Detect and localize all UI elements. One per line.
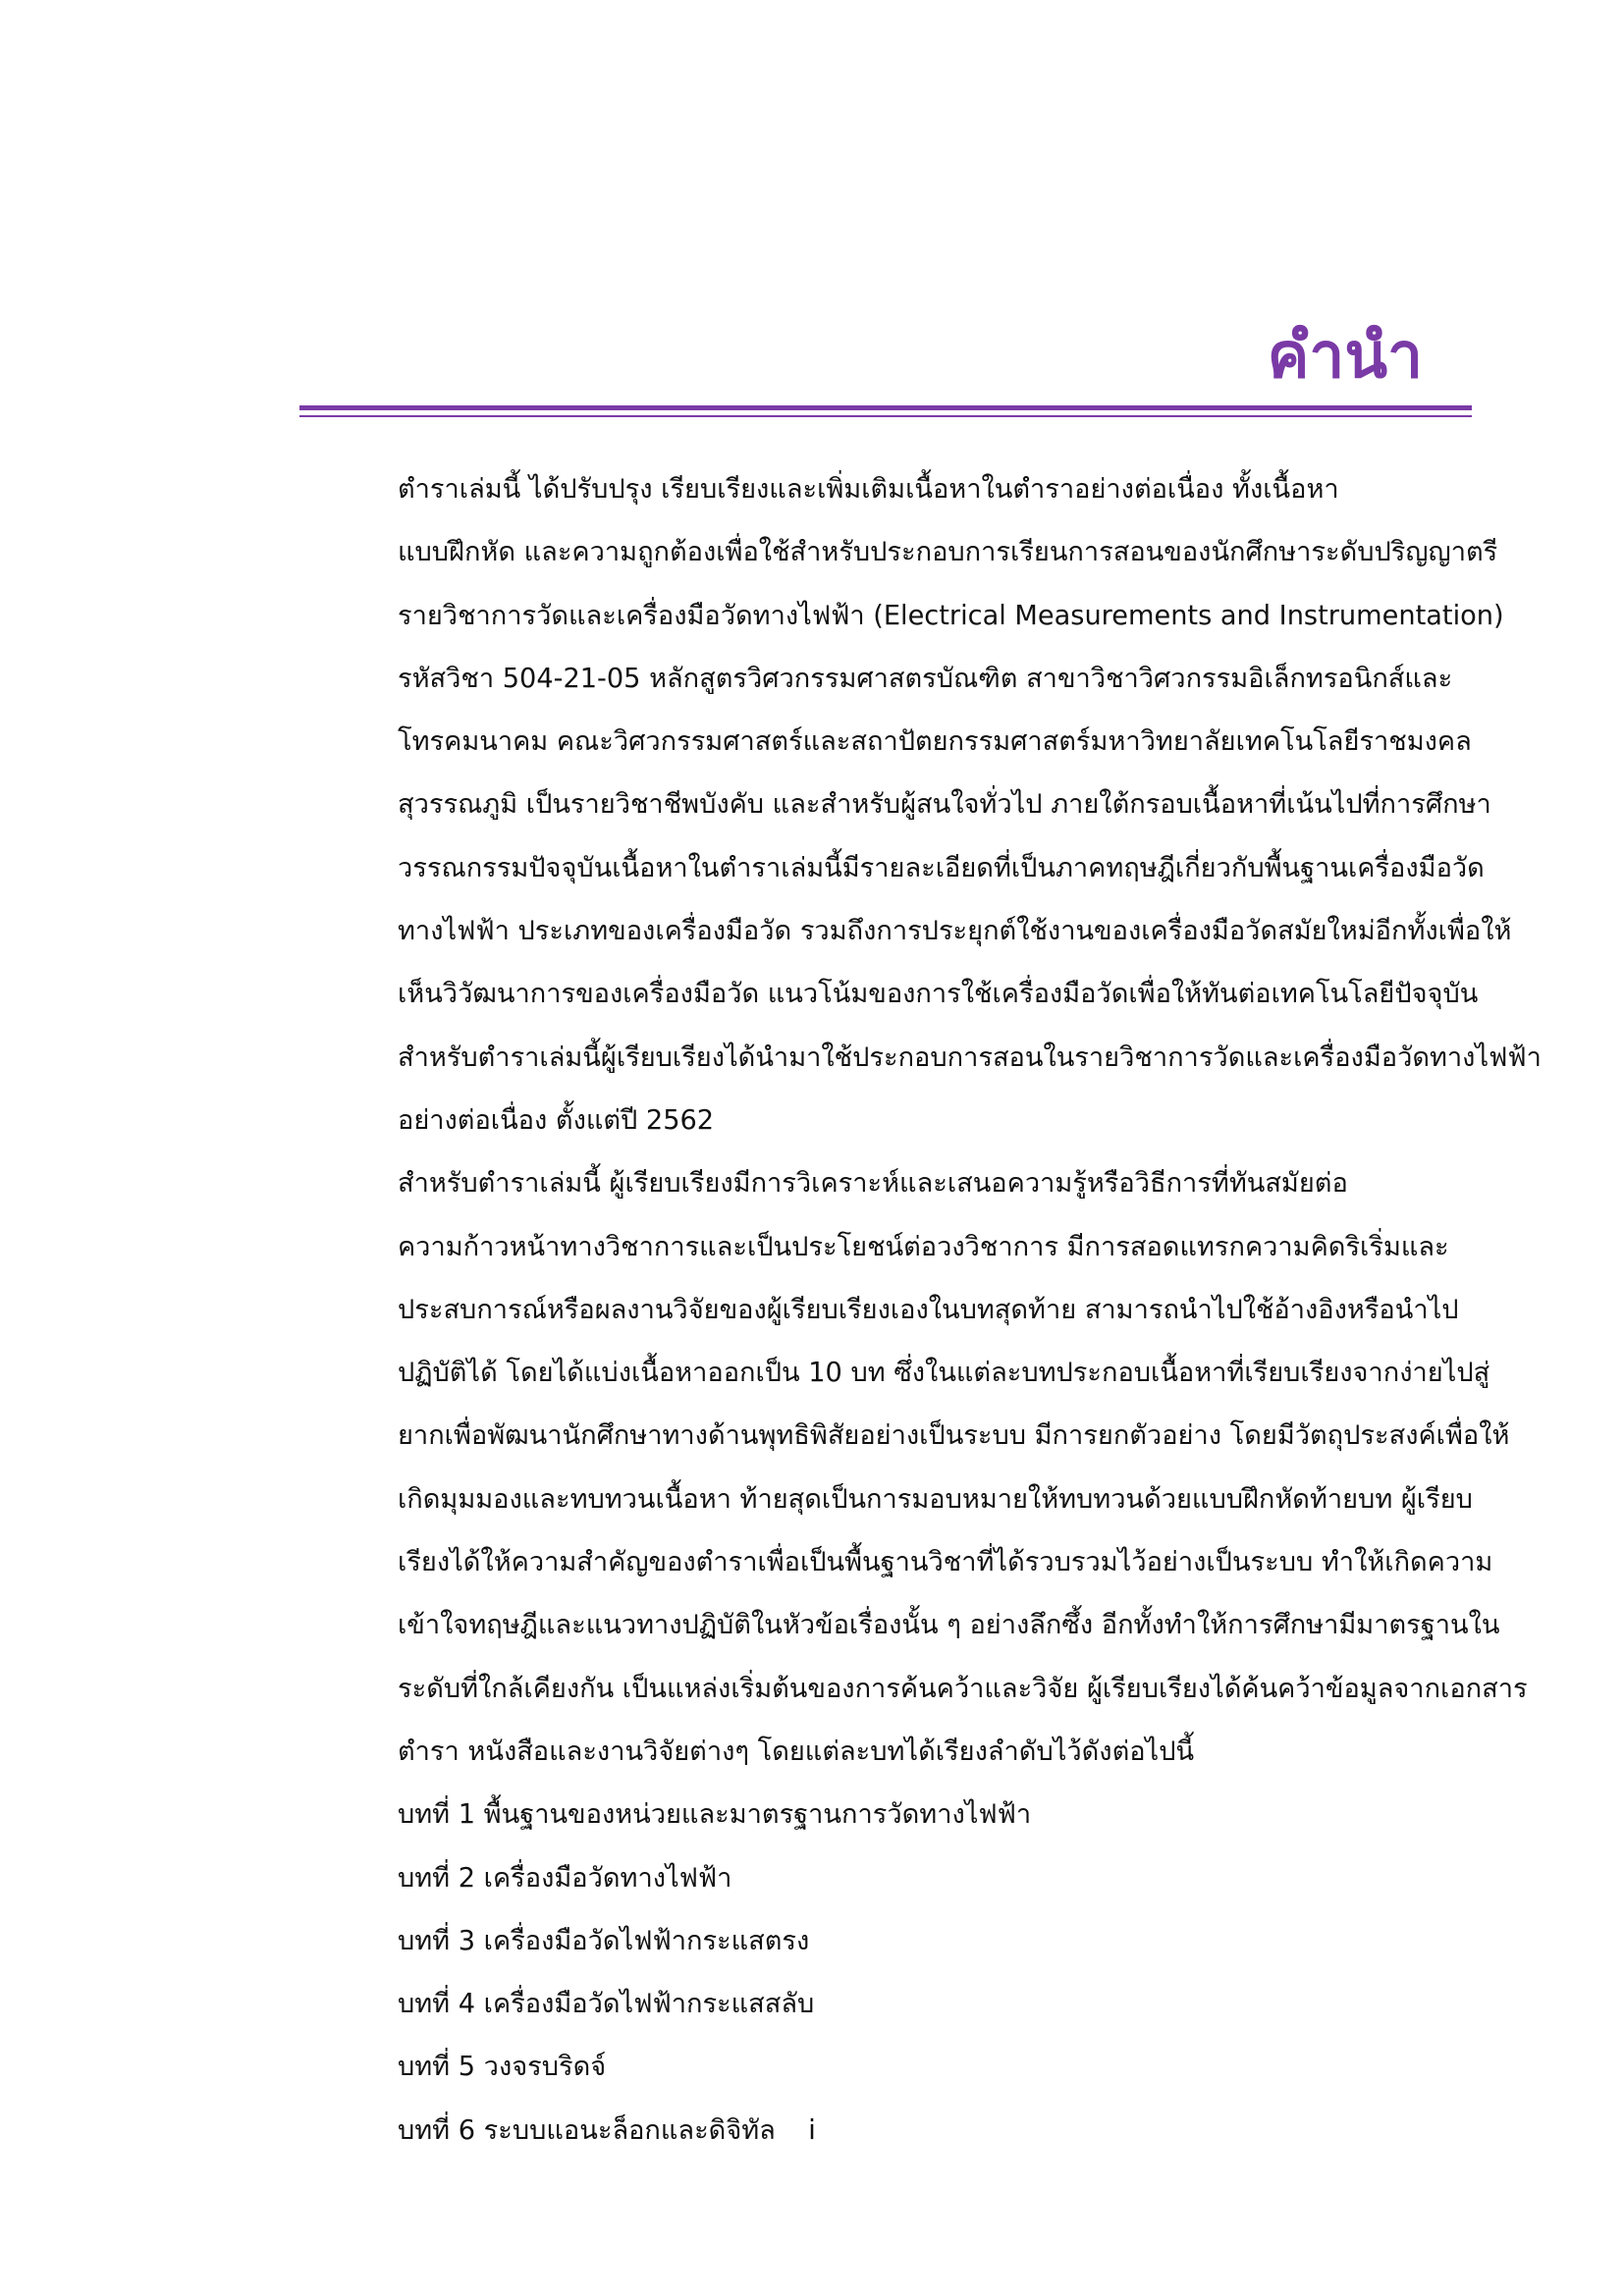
paragraph-line: ยากเพื่อพัฒนานักศึกษาทางด้านพุทธิพิสัยอย่างเป็นระบบ มีการยกตัวอย่าง โดยมีวัตถุประสงค์เพื่อให้ (398, 1420, 1510, 1452)
paragraph-line: ความก้าวหน้าทางวิชาการและเป็นประโยชน์ต่อวงวิชาการ มีการสอดแทรกความคิดริเริ่มและ (398, 1231, 1449, 1262)
chapter-item: บทที่ 6 ระบบแอนะล็อกและดิจิทัล (398, 2114, 776, 2146)
paragraph-line: เห็นวิวัฒนาการของเครื่องมือวัด แนวโน้มของการใช้เครื่องมือวัดเพื่อให้ทันต่อเทคโนโลยีปัจจุบัน (398, 979, 1479, 1010)
chapter-item: บทที่ 3 เครื่องมือวัดไฟฟ้ากระแสตรง (398, 1925, 810, 1956)
paragraph-line: รหัสวิชา 504-21-05 หลักสูตรวิศวกรรมศาสตรบัณฑิต สาขาวิชาวิศวกรรมอิเล็กทรอนิกส์และ (398, 663, 1453, 694)
paragraph-line: สำหรับตำราเล่มนี้ผู้เรียบเรียงได้นำมาใช้ประกอบการสอนในรายวิชาการวัดและเครื่องมือวัดทางไฟฟ้า (398, 1041, 1542, 1073)
paragraph-line: ประสบการณ์หรือผลงานวิจัยของผู้เรียบเรียงเองในบทสุดท้าย สามารถนำไปใช้อ้างอิงหรือนำไป (398, 1294, 1459, 1325)
paragraph-line: ระดับที่ใกล้เคียงกัน เป็นแหล่งเริ่มต้นของการค้นคว้าและวิจัย ผู้เรียบเรียงได้ค้นคว้าข้อมูลจากเอกสาร (398, 1673, 1528, 1704)
paragraph-line: เรียงได้ให้ความสำคัญของตำราเพื่อเป็นพื้นฐานวิชาที่ได้รวบรวมไว้อย่างเป็นระบบ ทำให้เกิดความ (398, 1547, 1493, 1578)
paragraph-line: เข้าใจทฤษฎีและแนวทางปฏิบัติในหัวข้อเรื่องนั้น ๆ อย่างลึกซึ้ง อีกทั้งทำให้การศึกษามีมาตรฐานใน (398, 1610, 1500, 1641)
page-number: i (808, 2113, 816, 2146)
title-underline (299, 405, 1472, 410)
paragraph-line: แบบฝึกหัด และความถูกต้องเพื่อใช้สำหรับประกอบการเรียนการสอนของนักศึกษาระดับปริญญาตรี (398, 537, 1498, 568)
chapter-item: บทที่ 5 วงจรบริดจ์ (398, 2052, 607, 2083)
paragraph-line: ทางไฟฟ้า ประเภทของเครื่องมือวัด รวมถึงการประยุกต์ใช้งานของเครื่องมือวัดสมัยใหม่อีกทั้งเพื่อให้ (398, 916, 1512, 947)
paragraph-line: ตำรา หนังสือและงานวิจัยต่างๆ โดยแต่ละบทได้เรียงลำดับไว้ดังต่อไปนี้ (398, 1735, 1195, 1767)
preface-body (299, 458, 1542, 2163)
paragraph-line: วรรณกรรมปัจจุบันเนื้อหาในตำราเล่มนี้มีรายละเอียดที่เป็นภาคทฤษฎีเกี่ยวกับพื้นฐานเครื่องมือวัด (398, 852, 1485, 883)
paragraph-line: สุวรรณภูมิ เป็นรายวิชาชีพบังคับ และสำหรับผู้สนใจทั่วไป ภายใต้กรอบเนื้อหาที่เน้นไปที่การศึกษา (398, 789, 1491, 821)
chapter-item: บทที่ 2 เครื่องมือวัดทางไฟฟ้า (398, 1862, 732, 1894)
paragraph-2 (299, 1152, 1528, 1784)
chapter-item: บทที่ 4 เครื่องมือวัดไฟฟ้ากระแสสลับ (398, 1989, 815, 2020)
paragraph-line: ปฏิบัติได้ โดยได้แบ่งเนื้อหาออกเป็น 10 บท ซึ่งในแต่ละบทประกอบเนื้อหาที่เรียบเรียงจากง่ายไปสู่ (398, 1358, 1490, 1389)
page-title: คำนำ (1267, 320, 1423, 393)
paragraph-line: สำหรับตำราเล่มนี้ ผู้เรียบเรียงมีการวิเคราะห์และเสนอความรู้หรือวิธีการที่ทันสมัยต่อ (398, 1168, 1348, 1200)
paragraph-line: เกิดมุมมองและทบทวนเนื้อหา ท้ายสุดเป็นการมอบหมายให้ทบทวนด้วยแบบฝึกหัดท้ายบท ผู้เรียบ (398, 1483, 1473, 1515)
paragraph-line: อย่างต่อเนื่อง ตั้งแต่ปี 2562 (398, 1104, 715, 1136)
paragraph-1 (299, 458, 1542, 1152)
paragraph-line: รายวิชาการวัดและเครื่องมือวัดทางไฟฟ้า (Electrical Measurements and Instrumentation) (398, 600, 1504, 631)
paragraph-line: โทรคมนาคม คณะวิศวกรรมศาสตร์และสถาปัตยกรรมศาสตร์มหาวิทยาลัยเทคโนโลยีราชมงคล (398, 726, 1472, 758)
chapter-list (299, 1784, 1435, 2163)
paragraph-line: ตำราเล่มนี้ ได้ปรับปรุง เรียบเรียงและเพิ่มเติมเนื้อหาในตำราอย่างต่อเนื่อง ทั้งเนื้อหา (398, 474, 1339, 505)
title-underline-thin (299, 415, 1472, 417)
chapter-item: บทที่ 1 พื้นฐานของหน่วยและมาตรฐานการวัดทางไฟฟ้า (398, 1799, 1032, 1831)
